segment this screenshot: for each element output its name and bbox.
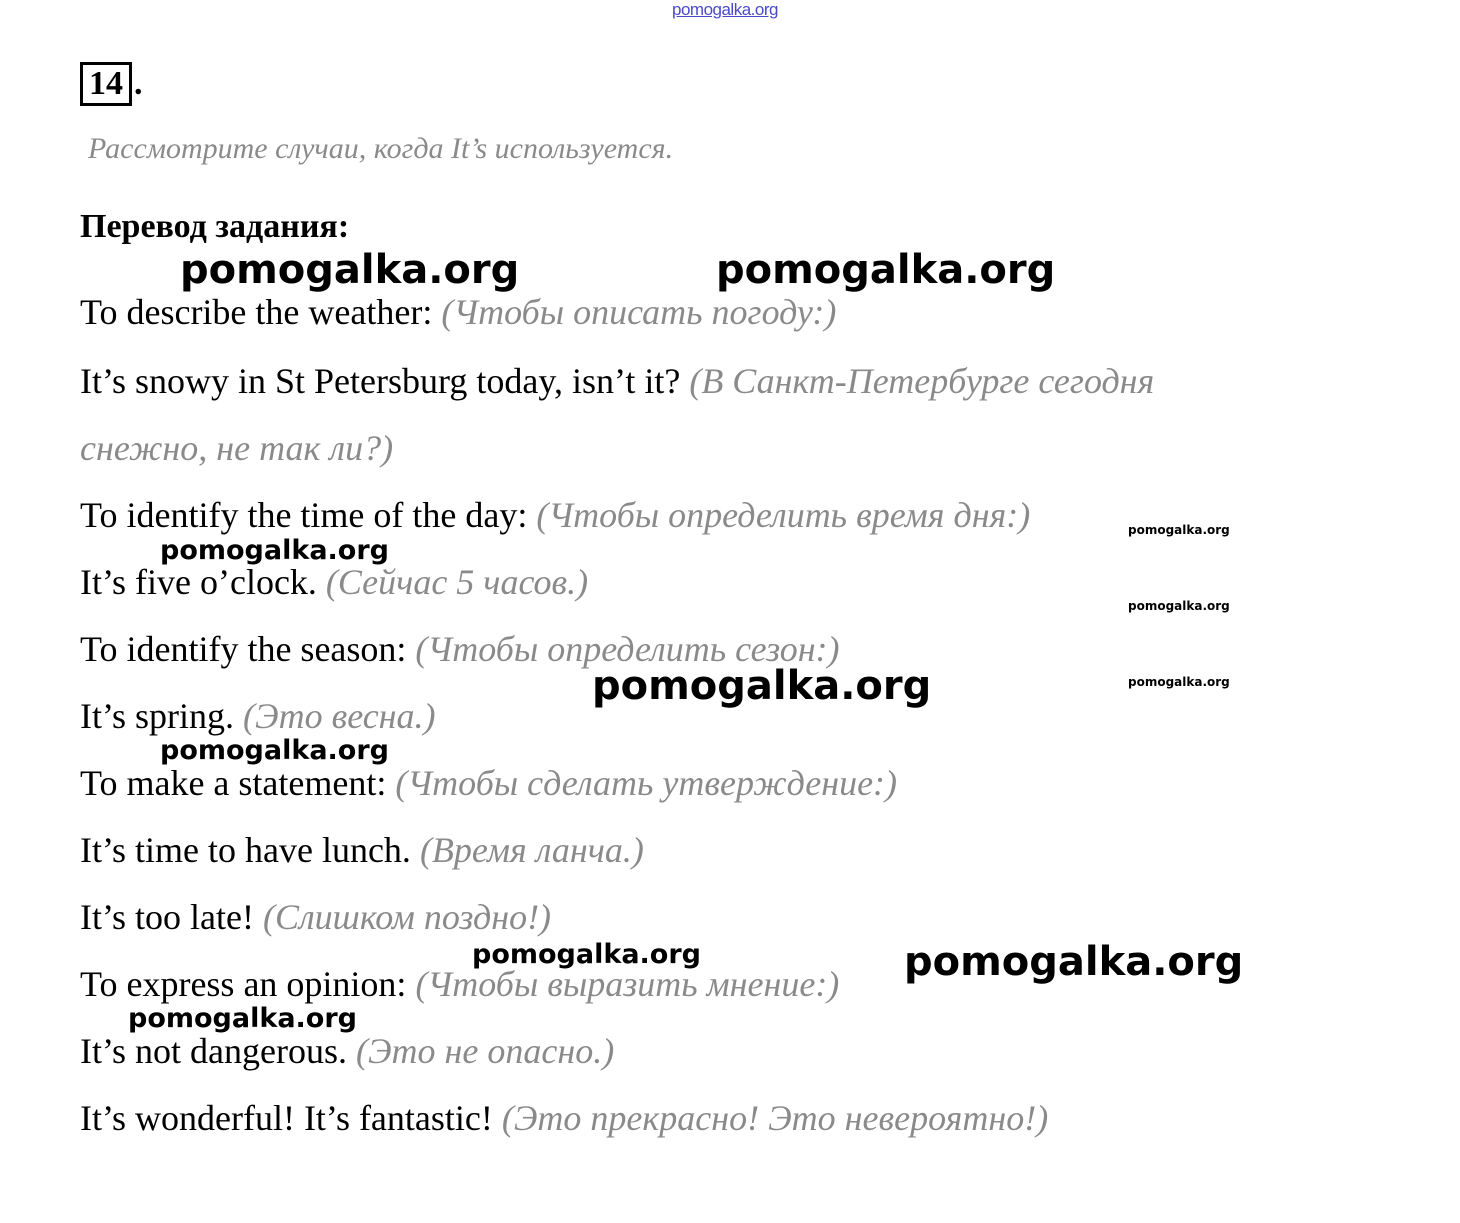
- line-weather-example-cont: [80, 426, 393, 470]
- line-en: To describe the weather:: [80, 292, 442, 332]
- line-ru: (Это прекрасно! Это невероятно!): [501, 1098, 1049, 1138]
- line-opinion-heading: [80, 962, 839, 1006]
- line-en: It’s not dangerous.: [80, 1031, 356, 1071]
- line-ru: (В Санкт-Петербурге сегодня: [689, 361, 1155, 401]
- watermark: pomogalka.org: [716, 247, 1056, 293]
- line-statement-example-2: [80, 895, 551, 939]
- task-number-dot: .: [134, 65, 143, 102]
- task-number: [80, 62, 143, 106]
- watermark: pomogalka.org: [1128, 675, 1230, 689]
- line-ru: (Чтобы выразить мнение:): [415, 964, 840, 1004]
- line-en: To make a statement:: [80, 763, 396, 803]
- line-statement-example-1: [80, 828, 644, 872]
- watermark: pomogalka.org: [592, 663, 932, 709]
- task-instruction: Рассмотрите случаи, когда It’s используется.: [88, 132, 674, 165]
- watermark: pomogalka.org: [180, 247, 520, 293]
- line-en: It’s five o’clock.: [80, 562, 326, 602]
- line-ru: (Чтобы описать погоду:): [441, 292, 837, 332]
- task-number-box: 14: [80, 62, 132, 106]
- line-ru: снежно, не так ли?): [80, 428, 394, 468]
- line-ru: (Слишком поздно!): [262, 897, 552, 937]
- line-statement-heading: [80, 761, 897, 805]
- line-ru: (Это не опасно.): [355, 1031, 615, 1071]
- line-en: It’s spring.: [80, 696, 244, 736]
- watermark: pomogalka.org: [904, 939, 1244, 985]
- watermark: pomogalka.org: [1128, 599, 1230, 613]
- line-season-example: [80, 694, 436, 738]
- line-opinion-example-2: [80, 1096, 1048, 1140]
- line-en: It’s wonderful! It’s fantastic!: [80, 1098, 502, 1138]
- line-ru: (Чтобы определить время дня:): [536, 495, 1031, 535]
- watermark: pomogalka.org: [1128, 523, 1230, 537]
- watermark: pomogalka.org: [472, 939, 701, 970]
- line-en: It’s time to have lunch.: [80, 830, 420, 870]
- watermark: pomogalka.org: [128, 1003, 357, 1034]
- site-link[interactable]: pomogalka.org: [672, 0, 778, 19]
- line-ru: (Чтобы сделать утверждение:): [395, 763, 898, 803]
- line-ru: (Чтобы определить сезон:): [415, 629, 840, 669]
- line-opinion-example-1: [80, 1029, 614, 1073]
- line-en: To identify the time of the day:: [80, 495, 537, 535]
- watermark: pomogalka.org: [160, 535, 389, 566]
- line-en: It’s too late!: [80, 897, 263, 937]
- line-en: To express an opinion:: [80, 964, 416, 1004]
- line-ru: (Это весна.): [243, 696, 436, 736]
- line-time-heading: [80, 493, 1030, 537]
- line-time-example: [80, 560, 588, 604]
- line-en: To identify the season:: [80, 629, 416, 669]
- line-weather-example: [80, 359, 1154, 403]
- line-ru: (Время ланча.): [419, 830, 644, 870]
- line-ru: (Сейчас 5 часов.): [325, 562, 589, 602]
- line-weather-heading: [80, 290, 836, 334]
- translation-heading: Перевод задания:: [80, 208, 350, 245]
- line-en: It’s snowy in St Petersburg today, isn’t it?: [80, 361, 690, 401]
- watermark: pomogalka.org: [160, 735, 389, 766]
